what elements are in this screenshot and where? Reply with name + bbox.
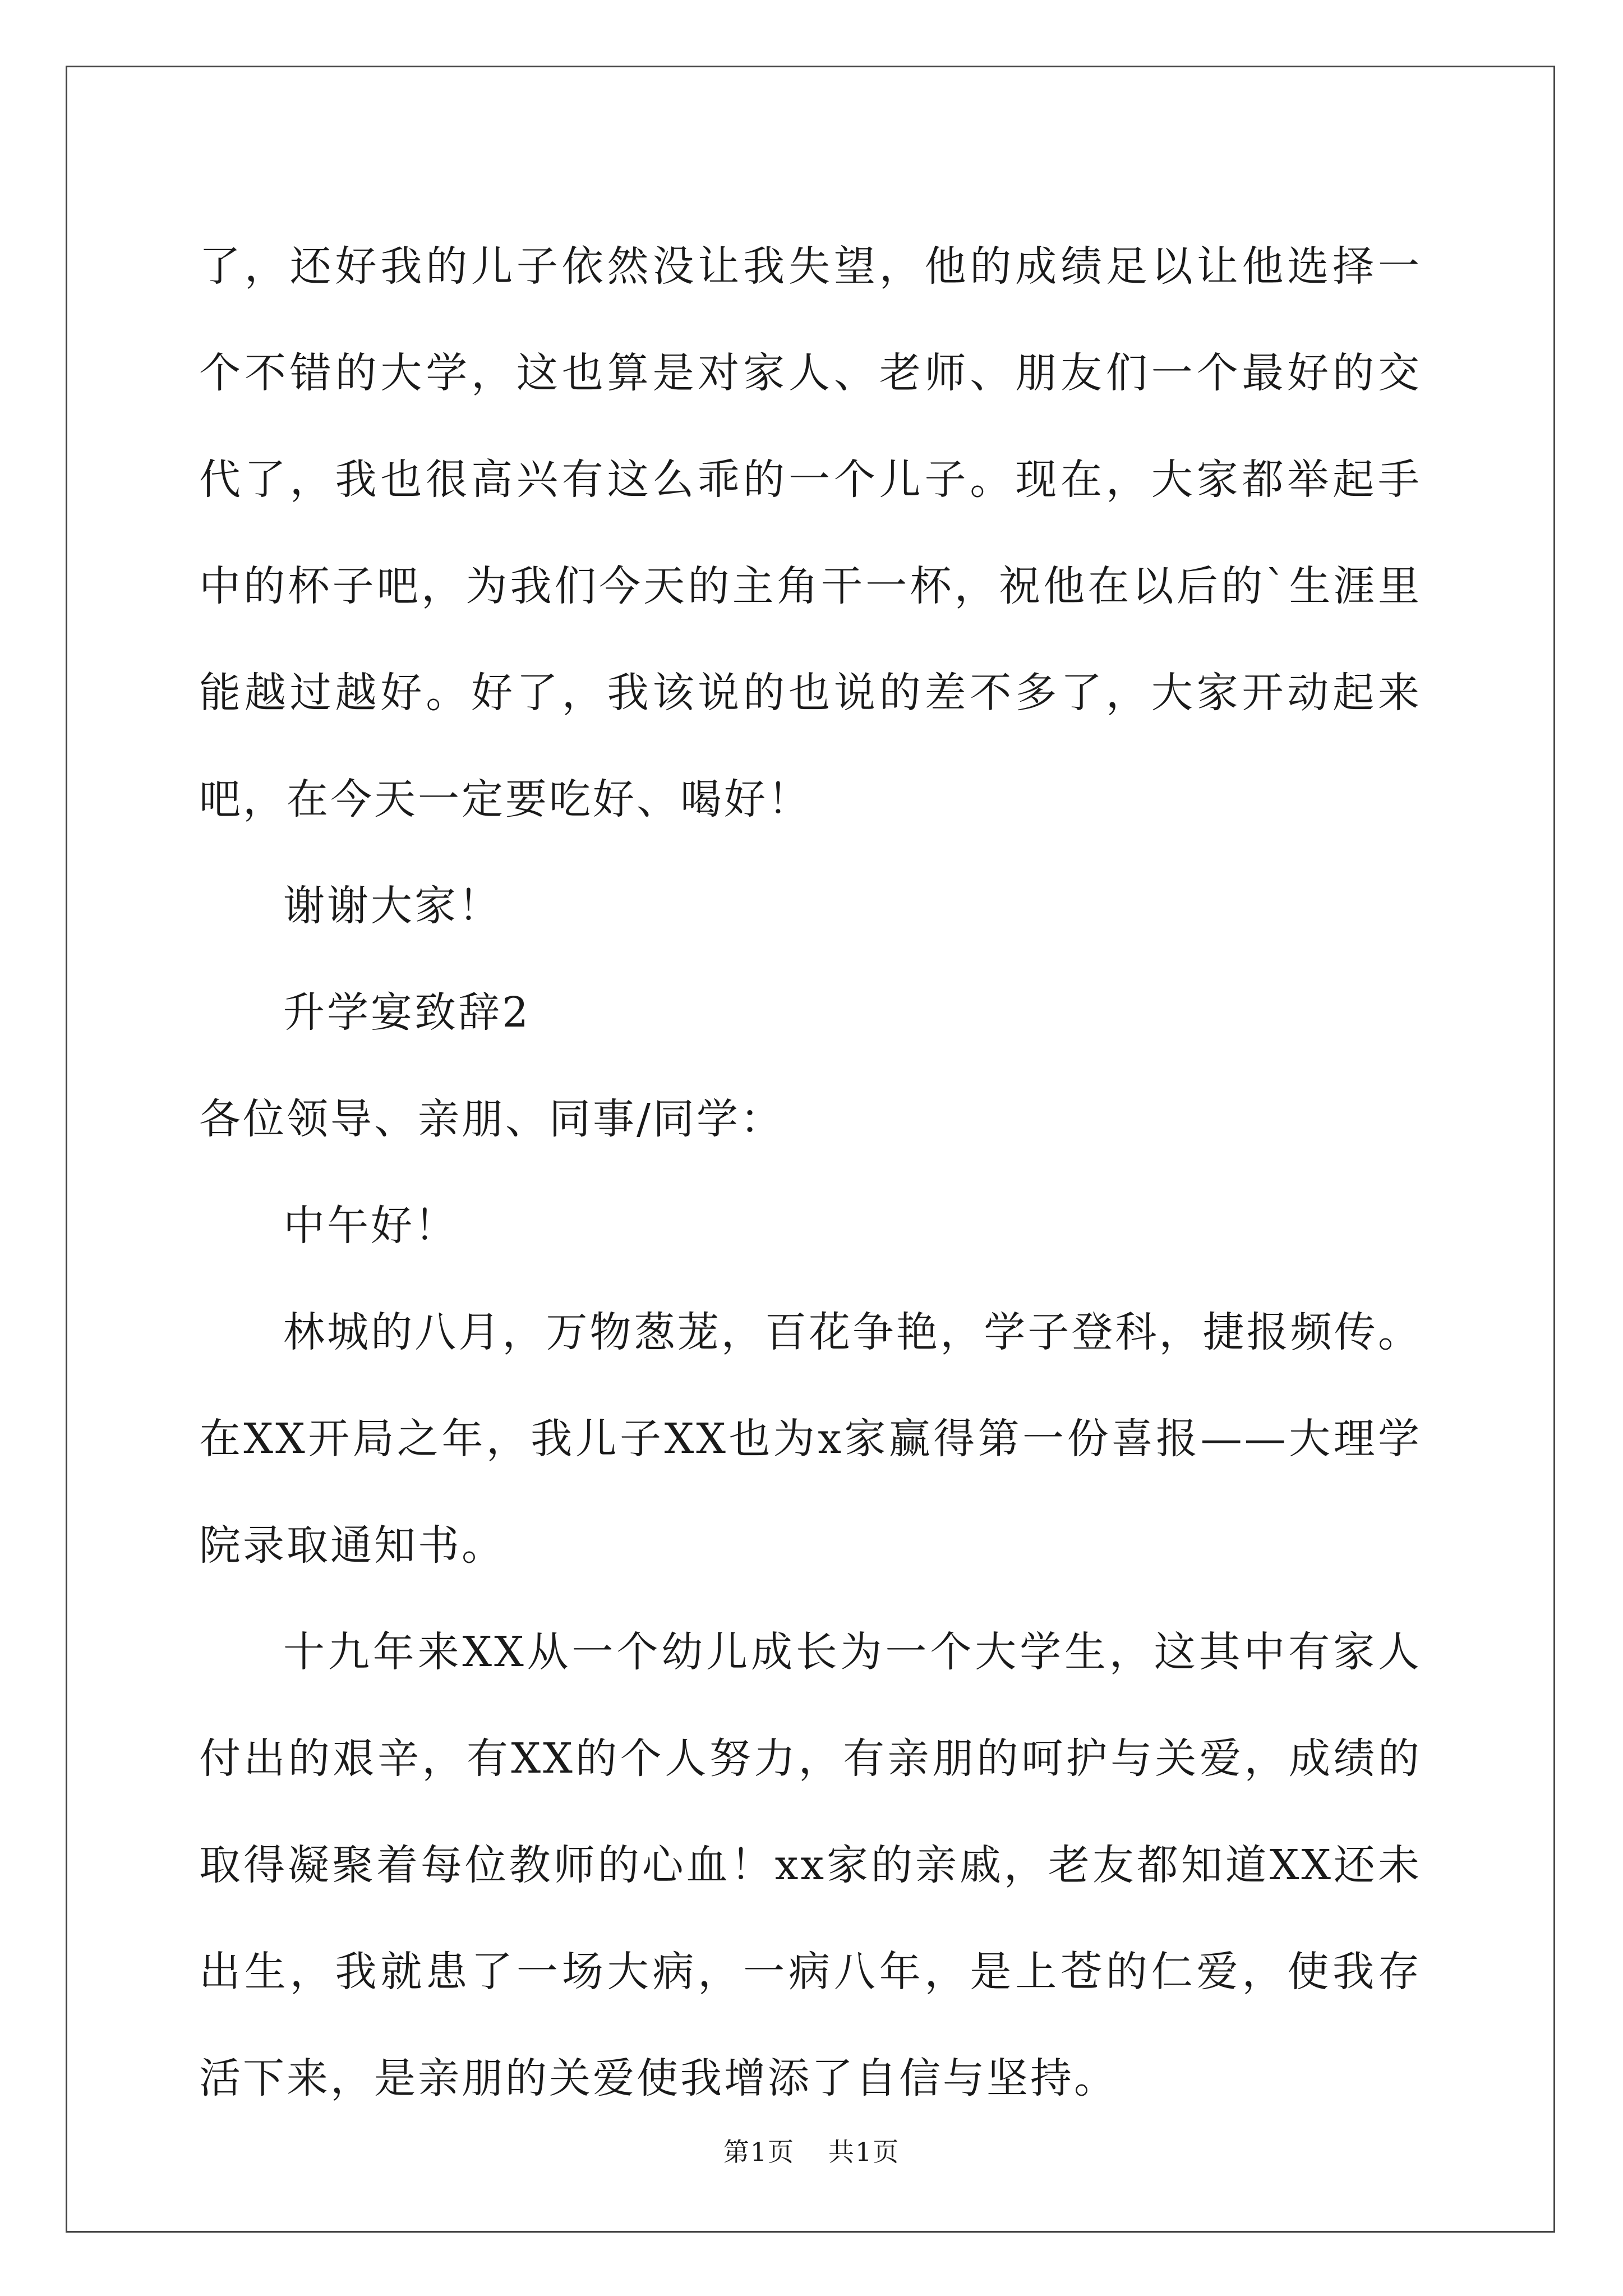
paragraph-salutation: 各位领导、亲朋、同事/同学：: [199, 1095, 784, 1143]
paragraph-nineteen-years: 十九年来XX从一个幼儿成长为一个大学生，这其中有家人付出的艰辛，有XX的个人努力，有亲朋的呵护与关爱，成绩的取得凝聚着每位教师的心血！xx家的亲戚，老友都知道XX还未出生，我就患了一场大病，一病八年，是上苍的仁爱，使我存活下来，是亲朋的关爱使我增添了自信与坚持。: [199, 1628, 1422, 2102]
section-heading: 升学宴致辞2: [283, 988, 531, 1037]
document-body: [199, 213, 1422, 2132]
paragraph-continued-speech: 了，还好我的儿子依然没让我失望，他的成绩足以让他选择一个不错的大学，这也算是对家人、老师、朋友们一个最好的交代了，我也很高兴有这么乖的一个儿子。现在，大家都举起手中的杯子吧，为我们今天的主角干一杯，祝他在以后的`生涯里能越过越好。好了，我该说的也说的差不多了，大家开动起来吧，在今天一定要吃好、喝好！: [199, 242, 1422, 823]
page-number: 第1页: [723, 2137, 795, 2167]
paragraph-greeting: 中午好！: [283, 1202, 458, 1250]
page-total: 共1页: [828, 2137, 900, 2167]
page-footer: [0, 2132, 1623, 2169]
paragraph-thanks: 谢谢大家！: [283, 882, 502, 930]
paragraph-august-news: 林城的八月，万物葱茏，百花争艳，学子登科，捷报频传。在XX开局之年，我儿子XX也为x家赢得第一份喜报——大理学院录取通知书。: [199, 1308, 1422, 1570]
